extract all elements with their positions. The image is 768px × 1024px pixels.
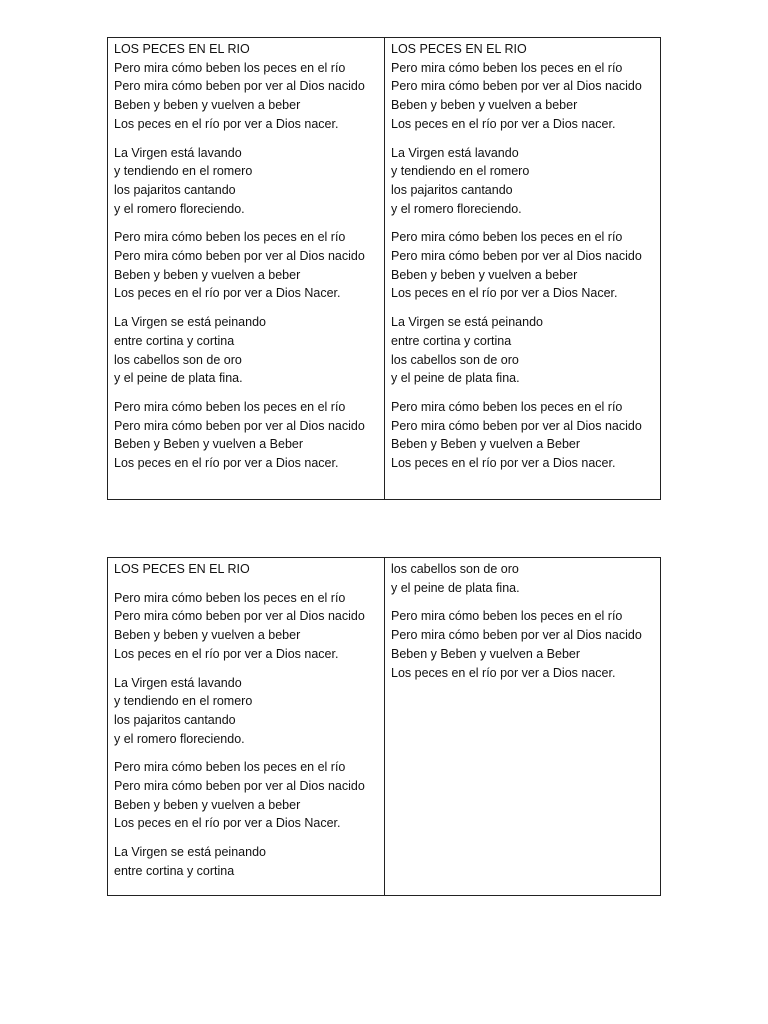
lyric-line: los cabellos son de oro	[114, 352, 242, 367]
lyric-line: Beben y beben y vuelven a beber	[114, 797, 301, 812]
lyric-line: Pero mira cómo beben los peces en el río	[391, 60, 623, 75]
lyric-line: entre cortina y cortina	[114, 863, 235, 878]
lyric-line: los cabellos son de oro	[391, 562, 519, 576]
lyric-line: Pero mira cómo beben los peces en el río	[114, 590, 346, 605]
lyric-line: Pero mira cómo beben por ver al Dios nacido	[114, 79, 365, 94]
table-1-cell-left	[108, 38, 384, 499]
stanza	[391, 560, 654, 597]
stanza	[114, 228, 378, 303]
stanza	[114, 674, 378, 749]
table-1-cell-right	[384, 38, 660, 499]
lyric-line: Los peces en el río por ver a Dios Nacer.	[114, 816, 341, 831]
lyric-line: Pero mira cómo beben los peces en el río	[114, 760, 346, 775]
lyric-line: Los peces en el río por ver a Dios nacer.	[391, 665, 616, 680]
lyric-line: Los peces en el río por ver a Dios nacer.	[114, 646, 339, 661]
stanza	[391, 228, 654, 303]
lyric-line: Pero mira cómo beben por ver al Dios nacido	[114, 609, 365, 624]
lyric-line: Los peces en el río por ver a Dios nacer.	[114, 116, 339, 131]
stanza	[391, 607, 654, 682]
lyric-line: Pero mira cómo beben por ver al Dios nacido	[114, 779, 365, 794]
lyric-line: y el romero floreciendo.	[114, 201, 245, 216]
lyric-line: y el romero floreciendo.	[114, 731, 245, 746]
lyric-line: los pajaritos cantando	[391, 182, 513, 197]
lyric-line: Pero mira cómo beben los peces en el río	[114, 230, 346, 245]
lyric-line: y tendiendo en el romero	[391, 164, 530, 179]
lyric-line: Beben y beben y vuelven a beber	[114, 628, 301, 643]
lyric-line: Beben y beben y vuelven a beber	[391, 267, 578, 282]
lyric-line: Beben y beben y vuelven a beber	[114, 98, 301, 113]
lyric-line: Los peces en el río por ver a Dios nacer.	[391, 116, 616, 131]
stanza	[391, 398, 654, 473]
lyric-line: los cabellos son de oro	[391, 352, 519, 367]
lyric-line: Beben y beben y vuelven a beber	[114, 267, 301, 282]
lyric-line: Beben y Beben y vuelven a Beber	[114, 437, 304, 452]
lyric-line: La Virgen se está peinando	[114, 845, 266, 860]
stanza	[391, 313, 654, 388]
song-title: LOS PECES EN EL RIO	[114, 42, 250, 56]
lyric-line: Pero mira cómo beben por ver al Dios nacido	[391, 418, 642, 433]
lyric-line: y el peine de plata fina.	[391, 371, 520, 386]
lyric-line: Pero mira cómo beben los peces en el río	[114, 399, 346, 414]
lyric-line: La Virgen está lavando	[114, 675, 242, 690]
stanza	[114, 313, 378, 388]
lyric-line: y el peine de plata fina.	[391, 580, 520, 595]
lyric-line: los pajaritos cantando	[114, 182, 236, 197]
stanza	[391, 40, 654, 134]
stanza	[114, 144, 378, 219]
lyric-line: entre cortina y cortina	[114, 333, 235, 348]
song-table-1	[107, 37, 661, 500]
lyric-line: y el romero floreciendo.	[391, 201, 522, 216]
lyric-line: Pero mira cómo beben los peces en el río	[114, 60, 346, 75]
lyric-line: Beben y Beben y vuelven a Beber	[391, 646, 581, 661]
lyric-line: los pajaritos cantando	[114, 712, 236, 727]
stanza	[114, 758, 378, 833]
lyric-line: Los peces en el río por ver a Dios Nacer.	[391, 286, 618, 301]
lyric-line: Pero mira cómo beben los peces en el río	[391, 399, 623, 414]
lyric-line: La Virgen está lavando	[114, 145, 242, 160]
lyric-line: y tendiendo en el romero	[114, 694, 253, 709]
stanza	[391, 144, 654, 219]
lyric-line: Los peces en el río por ver a Dios nacer.	[114, 456, 339, 471]
song-table-2	[107, 557, 661, 896]
lyric-line: Beben y beben y vuelven a beber	[391, 98, 578, 113]
lyric-line: Pero mira cómo beben por ver al Dios nacido	[391, 628, 642, 643]
lyric-line: Pero mira cómo beben por ver al Dios nacido	[391, 79, 642, 94]
stanza	[114, 843, 378, 880]
lyric-line: La Virgen se está peinando	[391, 315, 543, 330]
lyric-line: Pero mira cómo beben los peces en el río	[391, 609, 623, 624]
stanza	[114, 398, 378, 473]
lyric-line: Beben y Beben y vuelven a Beber	[391, 437, 581, 452]
lyric-line: Pero mira cómo beben por ver al Dios nacido	[391, 249, 642, 264]
song-title: LOS PECES EN EL RIO	[114, 562, 250, 576]
lyric-line: Los peces en el río por ver a Dios Nacer.	[114, 286, 341, 301]
stanza	[114, 40, 378, 134]
lyric-line: Pero mira cómo beben por ver al Dios nacido	[114, 418, 365, 433]
song-title: LOS PECES EN EL RIO	[391, 42, 527, 56]
lyric-line: y el peine de plata fina.	[114, 371, 243, 386]
lyric-line: Los peces en el río por ver a Dios nacer.	[391, 456, 616, 471]
lyric-line: Pero mira cómo beben los peces en el río	[391, 230, 623, 245]
table-2-cell-left	[108, 558, 384, 895]
lyric-line: y tendiendo en el romero	[114, 164, 253, 179]
table-2-cell-right	[384, 558, 660, 895]
lyric-line: entre cortina y cortina	[391, 333, 512, 348]
lyric-line: La Virgen se está peinando	[114, 315, 266, 330]
lyric-line: La Virgen está lavando	[391, 145, 519, 160]
stanza	[114, 589, 378, 664]
lyric-line: Pero mira cómo beben por ver al Dios nacido	[114, 249, 365, 264]
